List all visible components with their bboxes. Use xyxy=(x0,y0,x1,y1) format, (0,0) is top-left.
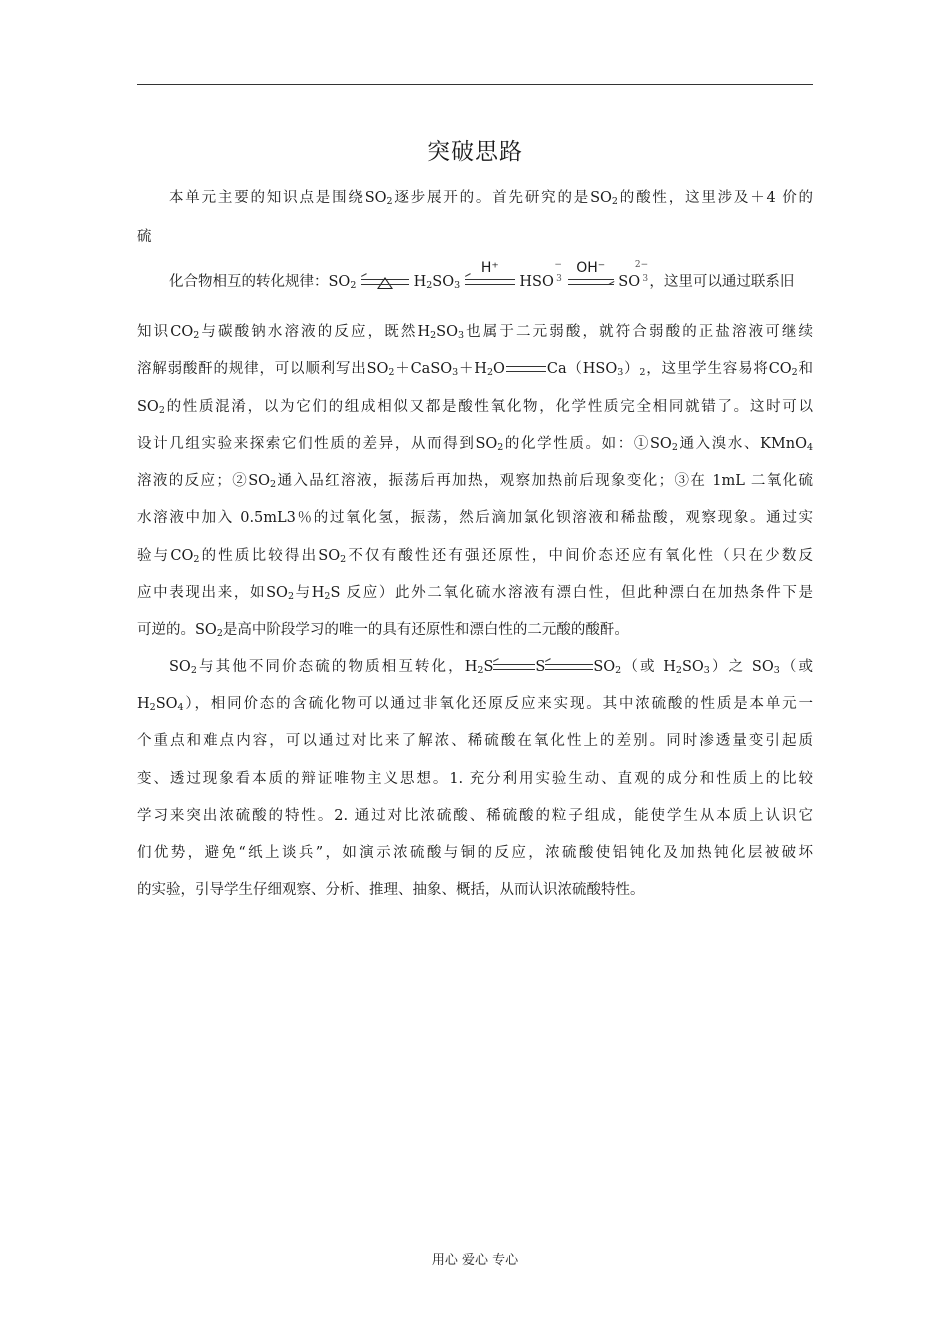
paragraph-1-line-1: 本单元主要的知识点是围绕$SO_2$逐步展开的。首先研究的是$SO_2$的酸性，这里涉及＋4 价的 xyxy=(169,190,814,207)
paragraph-1-line-5: 溶解弱酸酐的规律，可以顺利写出$SO_2+CaSO_3+H_2O$ $Ca(HSO_3)_2$，这里学生容易将$CO_2$和 xyxy=(137,361,814,378)
reversible-arrow-hplus: H⁺ xyxy=(465,275,515,289)
page-footer: 用心 爱心 专心 xyxy=(431,1253,519,1268)
paragraph-2-line-2: $H_2SO_4$），相同价态的含硫化物可以通过非氧化还原反应来实现。其中浓硫酸的性质是本单元一 xyxy=(137,696,813,713)
paragraph-1-line-12: 可逆的。$SO_2$是高中阶段学习的唯一的具有还原性和漂白性的二元酸的酸酐。 xyxy=(137,622,629,639)
paragraph-2-line-1: $SO_2$与其他不同价态硫的物质相互转化，$H_2S$ S $SO_2$（或 $H_2SO_3$）之 $SO_3$（或 xyxy=(169,659,813,676)
reversible-arrow-h2s-s xyxy=(493,660,535,674)
reversible-arrow-s-so2 xyxy=(545,660,593,674)
paragraph-1-line-10: 验与$CO_2$的性质比较得出$SO_2$不仅有酸性还有强还原性，中间价态还应有氧化性（只在少数反 xyxy=(137,548,814,565)
page-title: 突破思路 xyxy=(427,139,523,165)
paragraph-1-line-4: 知识$CO_2$与碳酸钠水溶液的反应，既然$H_2SO_3$也属于二元弱酸，就符合弱酸的正盐溶液可继续 xyxy=(137,324,814,341)
paragraph-2-line-4: 变、透过现象看本质的辩证唯物主义思想。1. 充分利用实验生动、直观的成分和性质上的比较 xyxy=(137,771,813,787)
paragraph-1-line-8: 溶液的反应；$②SO_2$通入品红溶液，振荡后再加热，观察加热前后现象变化；③在 1mL 二氧化硫 xyxy=(137,473,814,490)
paragraph-2-line-7: 的实验，引导学生仔细观察、分析、推理、抽象、概括，从而认识浓硫酸特性。 xyxy=(137,882,645,898)
equals-sign xyxy=(506,366,546,372)
bisulfite-ion: HSO − 3 xyxy=(519,260,562,290)
paragraph-2-line-5: 学习来突出浓硫酸的特性。2. 通过对比浓硫酸、稀硫酸的粒子组成，能使学生从本质上认识它 xyxy=(137,808,813,824)
paragraph-1-line-2: 硫 xyxy=(137,229,152,245)
reversible-arrow-oh: OH⁻ xyxy=(568,275,614,289)
sulfite-ion: SO 2− 3 xyxy=(618,260,649,290)
paragraph-1-line-6: $SO_2$的性质混淆，以为它们的组成相似又都是酸性氧化物，化学性质完全相同就错了。这时可以 xyxy=(137,399,813,416)
paragraph-1-line-11: 应中表现出来，如$SO_2$与$H_2S$ 反应）此外二氧化硫水溶液有漂白性，但此种漂白在加热条件下是 xyxy=(137,585,814,602)
reversible-arrow-heat xyxy=(361,275,409,289)
sulfite-equilibrium-line: 化合物相互的转化规律：$SO_2$ $H_2SO_3$ H⁺ HSO − 3 OH⁻ SO 2− 3 ，这里可以通过联系旧 xyxy=(169,270,813,294)
header-rule xyxy=(137,84,813,85)
paragraph-2-line-3: 个重点和难点内容，可以通过对比来了解浓、稀硫酸在氧化性上的差别。同时渗透量变引起质 xyxy=(137,733,813,749)
paragraph-1-line-7: 设计几组实验来探索它们性质的差异，从而得到$SO_2$的化学性质。如：$①SO_2$通入溴水、KMnO$_4$ xyxy=(137,436,814,453)
paragraph-1-line-9: 水溶液中加入 0.5mL3％的过氧化氢，振荡，然后滴加氯化钡溶液和稀盐酸，观察现象。通过实 xyxy=(137,510,813,526)
paragraph-2-line-6: 们优势，避免“纸上谈兵”，如演示浓硫酸与铜的反应，浓硫酸使铝钝化及加热钝化层被破坏 xyxy=(137,845,813,861)
